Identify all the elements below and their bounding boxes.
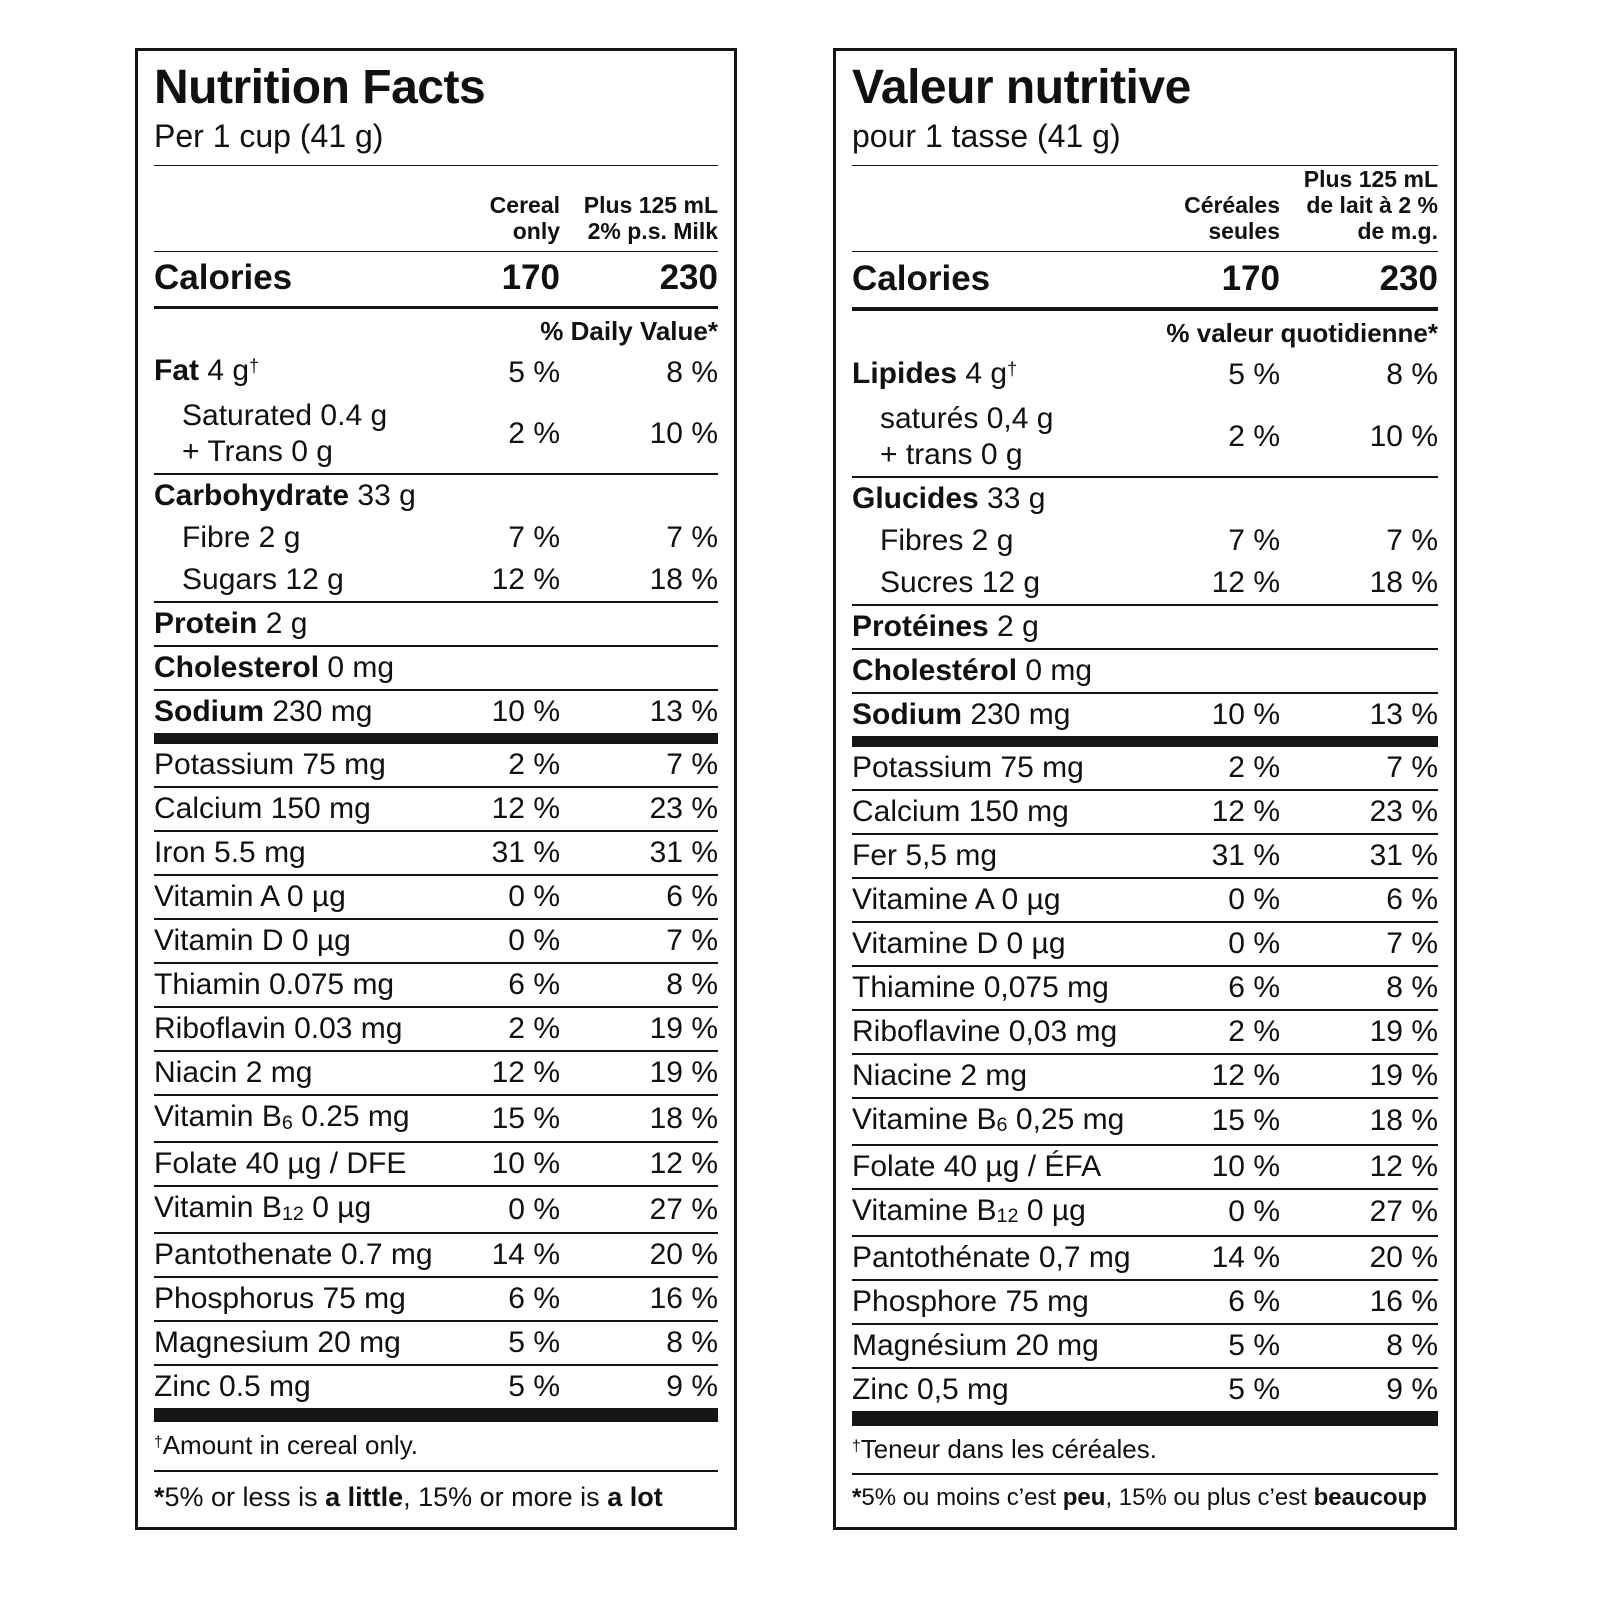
column-header-line: Cereal [489,191,560,218]
nutrient-label-line: Saturated 0.4 g [182,399,388,433]
nutrient-row [154,876,718,920]
nutrient-row [154,832,718,876]
value-with-milk: 8 % [666,355,718,389]
nutrient-label-line: Pantothénate 0,7 mg [852,1240,1131,1274]
value-with-milk: 6 % [666,880,718,914]
nutrient-label-line: + trans 0 g [880,437,1023,471]
nutrient-label-line: Niacin 2 mg [154,1056,313,1090]
value-cereal-only: 12 % [491,792,560,826]
nutrient-label-line: Folate 40 µg / ÉFA [852,1149,1102,1183]
value-with-milk: 20 % [1369,1240,1438,1274]
value-with-milk: 8 % [666,968,718,1002]
calories-row [852,252,1438,307]
nutrient-label [852,1058,1160,1094]
nutrient-label [154,606,440,642]
value-with-milk: 10 % [649,417,718,451]
nutrient-label-line: Glucides 33 g [852,481,1046,515]
value-with-milk: 6 % [1386,882,1438,916]
calories-row [154,251,718,306]
value-cereal-only: 6 % [508,968,560,1002]
calories-milk-value: 230 [1379,258,1438,298]
nutrient-label-line: Thiamine 0,075 mg [852,970,1109,1004]
nutrient-row [154,517,718,559]
nutrient-label [154,478,440,514]
nutrient-label [154,1369,440,1405]
nutrient-row [852,1281,1438,1325]
value-cereal-only: 2 % [1228,419,1280,453]
nutrient-label-line: Vitamine B12 0 µg [852,1193,1086,1228]
value-with-milk: 7 % [666,521,718,555]
nutrient-label [154,747,440,783]
nutrient-label-line: Sucres 12 g [880,565,1041,599]
column-header-line: Céréales [1184,192,1280,219]
nutrient-label [154,879,440,915]
value-cereal-only: 2 % [508,417,560,451]
nutrient-label-line: Sodium 230 mg [852,697,1071,731]
nutrient-row [154,691,718,744]
value-cereal-only: 5 % [1228,1372,1280,1406]
value-with-milk: 13 % [1369,697,1438,731]
nutrient-label [852,481,1160,517]
nutrient-label-line: Riboflavine 0,03 mg [852,1014,1118,1048]
nutrient-row [154,475,718,517]
nutrient-row [852,791,1438,835]
value-with-milk: 23 % [649,792,718,826]
value-cereal-only: 6 % [1228,970,1280,1004]
daily-value-header: % Daily Value* [540,316,718,347]
calories-cereal-value: 170 [1221,258,1280,298]
nutrient-row [852,398,1438,478]
nutrient-row [154,1096,718,1143]
panel-title: Valeur nutritive [852,61,1191,114]
value-cereal-only: 5 % [1228,1328,1280,1362]
value-cereal-only: 10 % [1211,697,1280,731]
nutrient-rows [154,350,718,1419]
column-header-line: de lait à 2 % [1306,192,1438,219]
value-cereal-only: 2 % [1228,750,1280,784]
nutrient-row [154,920,718,964]
nutrient-label-line: Fibre 2 g [182,521,301,555]
nutrient-row [154,788,718,832]
value-with-milk: 9 % [1386,1372,1438,1406]
nutrient-label-line: + Trans 0 g [182,435,333,469]
nutrient-label [852,1014,1160,1050]
nutrient-row [852,1146,1438,1190]
nutrient-row [154,559,718,603]
value-cereal-only: 10 % [491,695,560,729]
nutrient-label [852,1284,1160,1320]
value-cereal-only: 10 % [491,1147,560,1181]
nutrient-label-line: Protéines 2 g [852,609,1039,643]
nutrient-label [852,1372,1160,1408]
nutrient-label [154,353,440,392]
value-with-milk: 12 % [649,1147,718,1181]
value-with-milk: 31 % [649,836,718,870]
nutrient-label-line: Folate 40 µg / DFE [154,1147,407,1181]
value-with-milk: 8 % [1386,1328,1438,1362]
nutrient-label-line: Magnesium 20 mg [154,1326,401,1360]
nutrient-label [154,1325,440,1361]
nutrient-label [852,838,1160,874]
column-headers [154,166,718,251]
nutrient-label [852,1102,1160,1141]
value-cereal-only: 2 % [508,748,560,782]
nutrient-row [154,1366,718,1419]
nutrient-label [852,794,1160,830]
value-cereal-only: 12 % [491,1056,560,1090]
nutrient-label-line: Calcium 150 mg [154,792,371,826]
nutrient-label-line: Potassium 75 mg [154,748,386,782]
value-with-milk: 9 % [666,1370,718,1404]
nutrient-label [852,1328,1160,1364]
nutrition-panel-fr [833,48,1457,1530]
nutrient-label [154,1055,440,1091]
column-header-line: Plus 125 mL [583,191,718,218]
column-header-cereal-only [1160,192,1280,244]
nutrient-label [154,791,440,827]
nutrient-row [852,1325,1438,1369]
nutrient-label-line: Zinc 0,5 mg [852,1372,1009,1406]
nutrient-row [852,879,1438,923]
column-header-line: seules [1208,218,1280,245]
value-with-milk: 16 % [1369,1284,1438,1318]
nutrient-label-line: Carbohydrate 33 g [154,479,416,513]
value-with-milk: 27 % [1369,1195,1438,1229]
value-cereal-only: 12 % [1211,565,1280,599]
nutrient-label-line: Niacine 2 mg [852,1058,1028,1092]
nutrient-label-line: Fibres 2 g [880,523,1014,557]
calories-milk-value: 230 [659,258,718,298]
nutrient-row [154,603,718,647]
nutrient-label [154,1190,440,1229]
nutrient-label-line: Pantothenate 0.7 mg [154,1238,433,1272]
column-header-line: 2% p.s. Milk [587,217,718,244]
column-header-line: Plus 125 mL [1303,166,1438,193]
value-cereal-only: 0 % [1228,926,1280,960]
nutrient-row [154,1278,718,1322]
value-with-milk: 23 % [1369,794,1438,828]
nutrient-label [154,650,440,686]
value-with-milk: 18 % [1369,1104,1438,1138]
nutrient-label [154,923,440,959]
nutrition-panel-en [135,48,737,1530]
value-with-milk: 8 % [1386,970,1438,1004]
nutrient-row [852,747,1438,791]
value-with-milk: 7 % [1386,926,1438,960]
value-cereal-only: 6 % [1228,1284,1280,1318]
calories-label: Calories [154,258,293,298]
nutrient-label [154,835,440,871]
nutrient-label [852,609,1160,645]
nutrient-label [154,1011,440,1047]
nutrient-row [852,694,1438,747]
nutrient-label-line: Protein 2 g [154,607,308,641]
nutrient-row [154,1052,718,1096]
nutrient-label-line: saturés 0,4 g [880,401,1054,435]
nutrient-label [154,520,440,556]
nutrient-row [154,1234,718,1278]
nutrient-row [154,647,718,691]
nutrient-row [852,520,1438,562]
value-with-milk: 16 % [649,1282,718,1316]
value-with-milk: 19 % [649,1056,718,1090]
nutrient-label [852,697,1160,733]
nutrient-label-line: Lipides 4 g† [852,356,1018,390]
value-with-milk: 7 % [1386,750,1438,784]
value-cereal-only: 0 % [1228,882,1280,916]
value-with-milk: 8 % [666,1326,718,1360]
nutrient-label-line: Potassium 75 mg [852,750,1084,784]
value-cereal-only: 15 % [491,1101,560,1135]
nutrient-label-line: Sodium 230 mg [154,695,373,729]
nutrient-label-line: Vitamine D 0 µg [852,926,1066,960]
value-with-milk: 20 % [649,1238,718,1272]
nutrient-label-line: Calcium 150 mg [852,794,1069,828]
value-cereal-only: 31 % [491,836,560,870]
footnote-daily-value-key: *5% or less is a little, 15% or more is a lot [154,1481,663,1512]
value-with-milk: 19 % [1369,1058,1438,1092]
value-cereal-only: 0 % [1228,1195,1280,1229]
footnote-cereal-only: †Teneur dans les céréales. [852,1426,1438,1475]
value-with-milk: 7 % [1386,523,1438,557]
nutrient-label-line: Cholestérol 0 mg [852,653,1093,687]
value-with-milk: 10 % [1369,419,1438,453]
nutrient-row [852,967,1438,1011]
nutrient-row [852,353,1438,398]
value-with-milk: 12 % [1369,1149,1438,1183]
nutrient-label-line: Magnésium 20 mg [852,1328,1099,1362]
nutrient-label [852,1193,1160,1232]
value-cereal-only: 6 % [508,1282,560,1316]
nutrient-label-line: Phosphore 75 mg [852,1284,1089,1318]
nutrient-label-line: Phosphorus 75 mg [154,1282,406,1316]
value-cereal-only: 0 % [508,880,560,914]
nutrient-label [154,1237,440,1273]
nutrient-row [154,744,718,788]
nutrient-label-line: Vitamine B6 0,25 mg [852,1102,1125,1137]
value-cereal-only: 7 % [508,521,560,555]
value-with-milk: 7 % [666,748,718,782]
value-cereal-only: 7 % [1228,523,1280,557]
value-with-milk: 8 % [1386,358,1438,392]
calories-cereal-value: 170 [501,258,560,298]
nutrient-label-line: Cholesterol 0 mg [154,651,395,685]
nutrient-row [852,1099,1438,1146]
nutrient-row [852,478,1438,520]
panel-title: Nutrition Facts [154,61,486,114]
nutrient-row [852,1369,1438,1422]
value-cereal-only: 31 % [1211,838,1280,872]
nutrient-label-line: Sugars 12 g [182,563,344,597]
nutrient-row [852,835,1438,879]
nutrient-row [852,1190,1438,1237]
nutrient-label [852,882,1160,918]
value-cereal-only: 5 % [508,1370,560,1404]
nutrient-label-line: Riboflavin 0.03 mg [154,1012,403,1046]
value-cereal-only: 12 % [1211,794,1280,828]
nutrient-label-line: Vitamin B6 0.25 mg [154,1100,410,1135]
value-cereal-only: 0 % [508,1192,560,1226]
nutrient-row [852,562,1438,606]
nutrient-label [154,1099,440,1138]
value-cereal-only: 14 % [491,1238,560,1272]
value-cereal-only: 14 % [1211,1240,1280,1274]
nutrient-label [852,356,1160,395]
value-cereal-only: 2 % [508,1012,560,1046]
nutrient-row [154,395,718,475]
value-with-milk: 27 % [649,1192,718,1226]
nutrient-label [852,565,1160,601]
nutrient-row [154,1187,718,1234]
nutrient-label [852,1240,1160,1276]
nutrient-label [154,694,440,730]
serving-size: pour 1 tasse (41 g) [852,117,1121,154]
value-with-milk: 31 % [1369,838,1438,872]
value-cereal-only: 0 % [508,924,560,958]
nutrient-row [154,350,718,395]
nutrient-label-line: Iron 5.5 mg [154,836,306,870]
nutrient-row [852,650,1438,694]
nutrient-label [154,562,440,598]
nutrient-label-line: Zinc 0.5 mg [154,1370,311,1404]
daily-value-header: % valeur quotidienne* [1166,318,1438,349]
nutrient-row [154,1143,718,1187]
nutrient-label-line: Vitamin B12 0 µg [154,1191,372,1226]
nutrient-label [852,926,1160,962]
nutrient-label [852,653,1160,689]
nutrient-label [154,1146,440,1182]
nutrient-label-line: Vitamine A 0 µg [852,882,1061,916]
nutrient-row [852,923,1438,967]
column-headers [852,166,1438,251]
nutrient-rows [852,353,1438,1422]
column-header-line: de m.g. [1357,218,1438,245]
value-cereal-only: 5 % [1228,358,1280,392]
nutrient-label [154,967,440,1003]
nutrient-label-line: Fer 5,5 mg [852,838,998,872]
column-header-cereal-only [440,192,560,244]
serving-size: Per 1 cup (41 g) [154,117,384,154]
column-header-line: only [512,217,560,244]
nutrient-row [852,1011,1438,1055]
value-with-milk: 19 % [1369,1014,1438,1048]
value-cereal-only: 2 % [1228,1014,1280,1048]
footnote-daily-value-key: *5% ou moins c’est peu, 15% ou plus c’est beaucoup [852,1484,1427,1512]
value-cereal-only: 12 % [1211,1058,1280,1092]
nutrient-row [852,606,1438,650]
nutrient-label [154,398,440,470]
nutrient-label-line: Vitamin A 0 µg [154,880,346,914]
value-cereal-only: 10 % [1211,1149,1280,1183]
nutrient-label [852,523,1160,559]
value-cereal-only: 5 % [508,355,560,389]
nutrient-label [852,1149,1160,1185]
value-with-milk: 13 % [649,695,718,729]
nutrient-label [852,750,1160,786]
nutrient-row [154,1322,718,1366]
nutrient-label [852,401,1160,473]
column-header-plus-milk [1288,166,1438,244]
nutrient-label-line: Fat 4 g† [154,354,260,388]
value-with-milk: 19 % [649,1012,718,1046]
value-cereal-only: 15 % [1211,1104,1280,1138]
nutrient-row [852,1055,1438,1099]
nutrient-label-line: Thiamin 0.075 mg [154,968,395,1002]
nutrient-label [852,970,1160,1006]
nutrient-label-line: Vitamin D 0 µg [154,924,351,958]
calories-label: Calories [852,258,991,298]
value-with-milk: 18 % [649,563,718,597]
column-header-plus-milk [568,192,718,244]
nutrient-label [154,1281,440,1317]
value-with-milk: 18 % [1369,565,1438,599]
value-with-milk: 18 % [649,1101,718,1135]
nutrient-row [852,1237,1438,1281]
nutrient-row [154,1008,718,1052]
value-with-milk: 7 % [666,924,718,958]
nutrient-row [154,964,718,1008]
footnote-cereal-only: †Amount in cereal only. [154,1422,718,1471]
value-cereal-only: 5 % [508,1326,560,1360]
value-cereal-only: 12 % [491,563,560,597]
